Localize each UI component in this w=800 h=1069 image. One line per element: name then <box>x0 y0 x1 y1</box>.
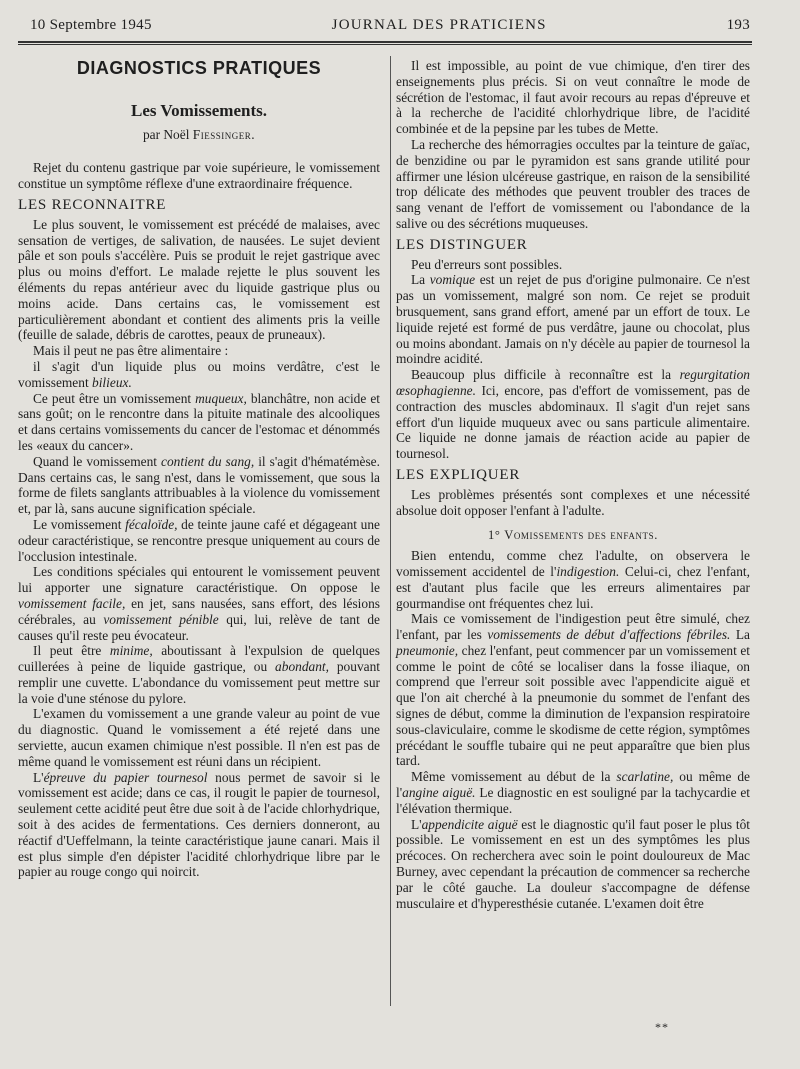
section-heading: DIAGNOSTICS PRATIQUES <box>76 58 322 78</box>
paragraph: Mais il peut ne pas être alimentaire : <box>33 343 229 359</box>
paragraph: L'épreuve du papier tournesol nous permet de savoir si le vomissement est acide; dans ce cas, il rougit le papier de tournesol, seulement cette acidité peut être due soit à de l'acide chlorhydrique, soit à des acides de fermentations. Ces derniers donneront, au réactif d'Ueffelmann, la teinte caractéristique jaune canari. Mais il est plus simple d'en dépister l'acidité chlorhydrique libre par le papier au rouge congo qui noircit. <box>18 769 380 880</box>
paragraph: Ce peut être un vomissement muqueux, blanchâtre, non acide et sans goût; on le rencontre dans la pituite matinale des alcooliques et dans certains vomissements du cancer de l'estomac et dénommés les «eaux du cancer». <box>18 390 380 453</box>
heading-distinguer: LES DISTINGUER <box>396 236 528 253</box>
author-name: Fiessinger. <box>192 126 256 142</box>
byline <box>18 127 380 143</box>
left-column <box>18 58 380 880</box>
paragraph: La vomique est un rejet de pus d'origine pulmonaire. Ce n'est pas un vomissement, malgré son nom. Ce rejet se produit brusquement, sans grand effort, amené par un effort de toux. Le liquide rejeté est formé de pus verdâtre, jaune ou chocolat, plus ou moins abondant. Jamais on n'y décèle au papier de tournesol la moindre acidité. <box>396 272 750 367</box>
paragraph: Mais ce vomissement de l'indigestion peut être simulé, chez l'enfant, par les vomissements de début d'affections fébriles. La pneumonie, chez l'enfant, peut commencer par un vomissement et comme le point de côté se localiser dans la fosse iliaque, on comprend que l'erreur soit possible avec l'appendicite aiguë et que l'on ait cherché à la pneumonie du sommet de l'enfant des signes de début, comme la diminution de l'expansion respiratoire sous-claviculaire, comme le skodisme de cette région, symptômes précédant le souffle tubaire qui ne peut apparaître que bien plus tard. <box>396 611 750 769</box>
article-title: Les Vomissements. <box>130 100 267 120</box>
page-number: 193 <box>726 17 750 33</box>
paragraph: Il est impossible, au point de vue chimique, d'en tirer des enseignements plus précis. Si on veut connaître le mode de sécrétion de l'estomac, il faut avoir recours au repas d'épreuve et à la recherche de l'acidité chlorhydrique libre, de l'acidité combinée et de la pepsine par les tubes de Mette. <box>396 58 750 137</box>
paragraph: Quand le vomissement contient du sang, il s'agit d'hématémèse. Dans certains cas, le sang n'est, dans le vomissement, que sous la forme de filets sanglants attribuables à la violence du vomissement et, par là, sans aucune signification spéciale. <box>18 453 380 517</box>
paragraph: La recherche des hémorragies occultes par la teinture de gaïac, de benzidine ou par le pyramidon est sans grande utilité pour affirmer une lésion ulcéreuse gastrique, en raison de la sensibilité trop délicate des méthodes que peuvent troubler des traces de sang venant de l'effort de vomissement ou l'abondance de la salive ou des sécrétions muqueuses. <box>396 136 750 231</box>
paragraph: Peu d'erreurs sont possibles. <box>411 256 563 272</box>
header-rule-thin <box>18 44 752 45</box>
paragraph: Il peut être minime, aboutissant à l'expulsion de quelques cuillerées à peine de liquide gastrique, ou abondant, pouvant remplir une cuvette. L'abondance du vomissement peut mettre sur la voie d'une sténose du pylore. <box>18 643 381 706</box>
intro-paragraph: Rejet du contenu gastrique par voie supérieure, le vomissement constitue un symptôme réflexe d'une extraordinaire fréquence. <box>18 160 380 192</box>
paragraph: L'examen du vomissement a une grande valeur au point de vue du diagnostic. Quand le vomissement a été rejeté dans une serviette, aucun examen chimique n'est possible. Il n'en est pas de même quand le vomissement est réuni dans un récipient. <box>18 706 380 769</box>
right-column <box>396 58 750 911</box>
paragraph: il s'agit d'un liquide plus ou moins verdâtre, c'est le vomissement bilieux. <box>18 358 380 390</box>
column-divider <box>390 56 391 1006</box>
journal-name: JOURNAL DES PRATICIENS <box>331 17 547 33</box>
paragraph: Le plus souvent, le vomissement est précédé de malaises, avec sensation de vertiges, de salivation, de nausées. Le sujet devient pâle et son pouls s'accélère. Puis se produit le rejet gastrique avec plus ou moins d'effort. Le malade rejette le plus souvent les éléments du repas antérieur avec du liquide gastrique plus ou moins acide. Dans certains cas, le vomissement est particulièrement abondant et contient des aliments pris la veille (feuille de salade, débris de carottes, peaux de pruneaux). <box>18 216 380 343</box>
continuation-mark: ** <box>655 1020 669 1034</box>
byline-prefix: par Noël <box>142 126 193 142</box>
running-header <box>30 17 750 39</box>
header-rule-thick <box>18 41 752 43</box>
heading-reconnaitre: LES RECONNAITRE <box>18 196 167 213</box>
paragraph: Les conditions spéciales qui entourent le vomissement peuvent lui apporter une signature caractéristique. On oppose le vomissement facile, en jet, sans nausées, sans effort, des lésions cérébrales, au vomissement pénible qui, lui, relève de tant de causes qu'il reste peu évocateur. <box>18 564 381 643</box>
paragraph: Le vomissement fécaloïde, de teinte jaune café et dégageant une odeur caractéristique, se rencontre presque uniquement au cours de l'occlusion intestinale. <box>18 516 380 564</box>
paragraph: Bien entendu, comme chez l'adulte, on observera le vomissement accidentel de l'indigestion. Celui-ci, chez l'enfant, est d'autant plus facile que les erreurs alimentaires par gourmandise ont fréquentes chez lui. <box>396 548 750 611</box>
subheading-enfants: 1° Vomissements des enfants. <box>488 528 658 543</box>
issue-date: 10 Septembre 1945 <box>30 17 152 33</box>
paragraph: Beaucoup plus difficile à reconnaître est la regurgitation œsophagienne. Ici, encore, pas d'effort de vomissement, pas de contraction des muscles abdominaux. Il s'agit d'un rejet sans effort d'un liquide muqueux avec ou sans particule alimentaire. Ce liquide ne donne jamais de réaction acide au papier de tournesol. <box>396 367 750 462</box>
heading-expliquer: LES EXPLIQUER <box>396 466 521 483</box>
paragraph: L'appendicite aiguë est le diagnostic qu'il faut poser le plus tôt possible. Le vomissement en est un des symptômes les plus précoces. On recherchera avec soin le point douloureux de Mac Burney, avec cependant la précaution de commencer sa recherche par le côté gauche. La douleur s'accompagne de défense musculaire et d'hyperesthésie cutanée. L'examen doit être <box>396 816 750 911</box>
paragraph: Même vomissement au début de la scarlatine, ou même de l'angine aiguë. Le diagnostic en est souligné par la tachycardie et l'élévation thermique. <box>396 769 751 816</box>
paragraph: Les problèmes présentés sont complexes et une nécessité absolue doit opposer l'enfant à l'adulte. <box>396 486 750 518</box>
